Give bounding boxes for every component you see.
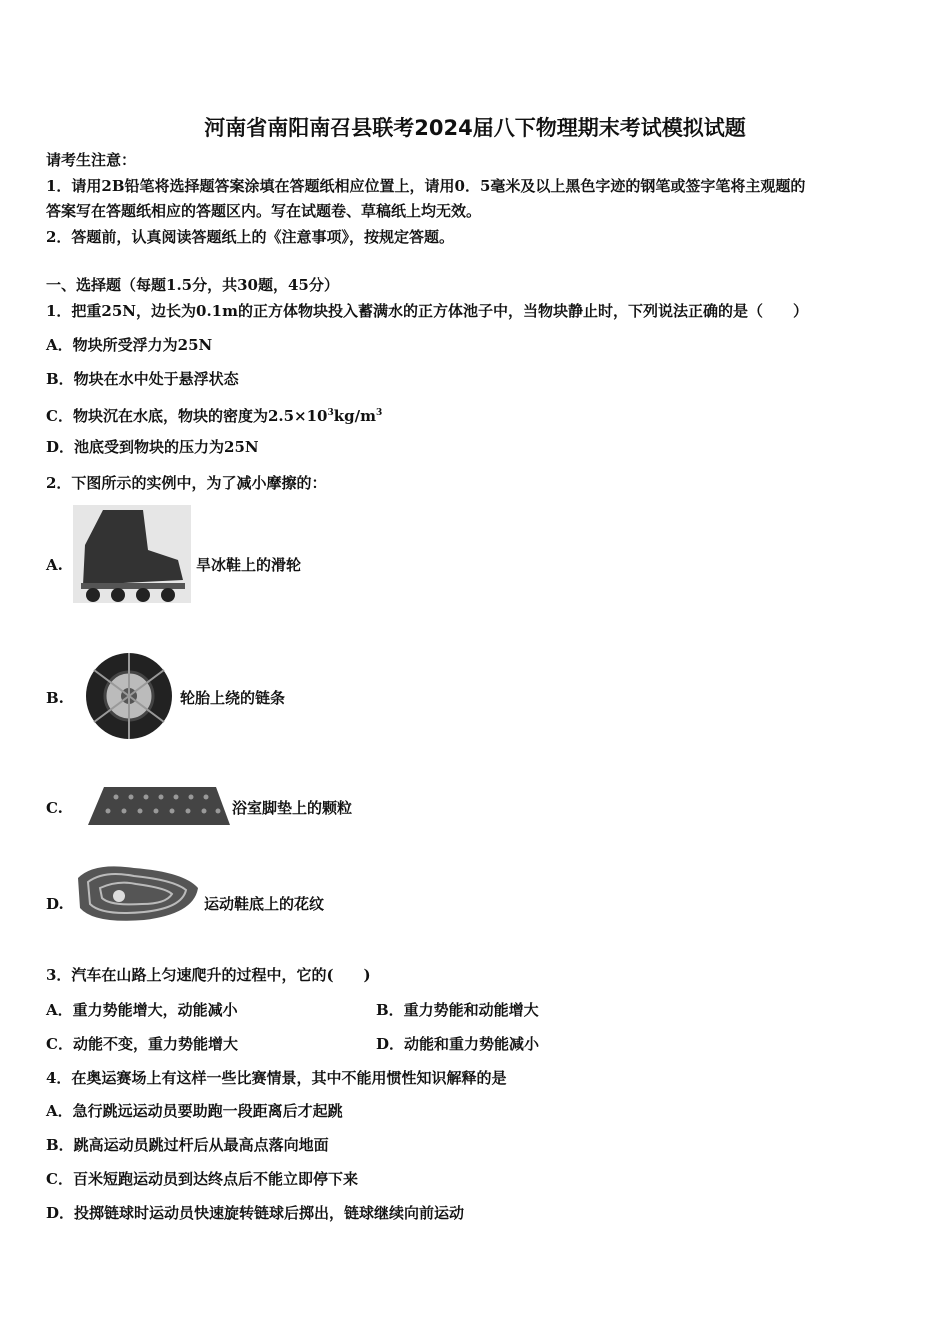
bath-mat-image	[86, 785, 232, 829]
shoe-sole-image	[74, 858, 202, 926]
exponent: 3	[375, 408, 383, 418]
q2-option-a-letter: A.	[46, 556, 63, 574]
q2-option-b-text: 轮胎上绕的链条	[180, 689, 286, 707]
notice-item: 答案写在答题纸相应的答题区内。写在试题卷、草稿纸上均无效。	[46, 202, 482, 220]
unit: kg/m	[333, 407, 376, 425]
page-title: 河南省南阳南召县联考2024届八下物理期末考试模拟试题	[204, 116, 746, 140]
q1-option-a: A．物块所受浮力为25N	[46, 336, 213, 354]
q2-option-c-text: 浴室脚垫上的颗粒	[232, 799, 353, 817]
exponent: 3	[327, 408, 334, 418]
notice-item: 2．答题前，认真阅读答题纸上的《注意事项》，按规定答题。	[46, 228, 454, 246]
q2-option-a-text: 旱冰鞋上的滑轮	[196, 556, 302, 574]
section-heading: 一、选择题（每题1.5分，共30题，45分）	[46, 276, 339, 294]
q1-option-d: D．池底受到物块的压力为25N	[46, 438, 259, 456]
q3-option-c: C．动能不变，重力势能增大	[46, 1035, 238, 1053]
q2-option-d-letter: D.	[46, 895, 64, 913]
notice-item: 1．请用2B铅笔将选择题答案涂填在答题纸相应位置上，请用0．5毫米及以上黑色字迹的钢笔或签字笔将主观题的	[46, 177, 806, 195]
q3-stem: 3．汽车在山路上匀速爬升的过程中，它的( )	[46, 966, 371, 984]
q4-option-a: A．急行跳远运动员要助跑一段距离后才起跳	[46, 1102, 343, 1120]
q4-option-d: D．投掷链球时运动员快速旋转链球后掷出，链球继续向前运动	[46, 1204, 465, 1222]
q2-stem: 2．下图所示的实例中，为了减小摩擦的：	[46, 474, 327, 492]
q4-option-b: B．跳高运动员跳过杆后从最高点落向地面	[46, 1136, 329, 1154]
q1-stem: 1．把重25N，边长为0.1m的正方体物块投入蓄满水的正方体池子中，当物块静止时，下列说法正确的是（ ）	[46, 302, 808, 320]
q1-option-c-text: C．物块沉在水底，物块的密度为2.5×10	[46, 407, 328, 425]
notice-heading: 请考生注意：	[46, 151, 137, 169]
q3-option-b: B．重力势能和动能增大	[376, 1001, 539, 1019]
q4-stem: 4．在奥运赛场上有这样一些比赛情景，其中不能用惯性知识解释的是	[46, 1069, 507, 1087]
tire-chain-image	[84, 650, 174, 742]
roller-skate-image	[73, 505, 191, 603]
q1-option-b: B．物块在水中处于悬浮状态	[46, 370, 239, 388]
q3-option-a: A．重力势能增大，动能减小	[46, 1001, 238, 1019]
q1-option-c	[46, 403, 382, 426]
q2-option-c-letter: C.	[46, 799, 63, 817]
q2-option-b-letter: B.	[46, 689, 64, 707]
q4-option-c: C．百米短跑运动员到达终点后不能立即停下来	[46, 1170, 358, 1188]
q2-option-d-text: 运动鞋底上的花纹	[204, 895, 325, 913]
q3-option-d: D．动能和重力势能减小	[376, 1035, 540, 1053]
